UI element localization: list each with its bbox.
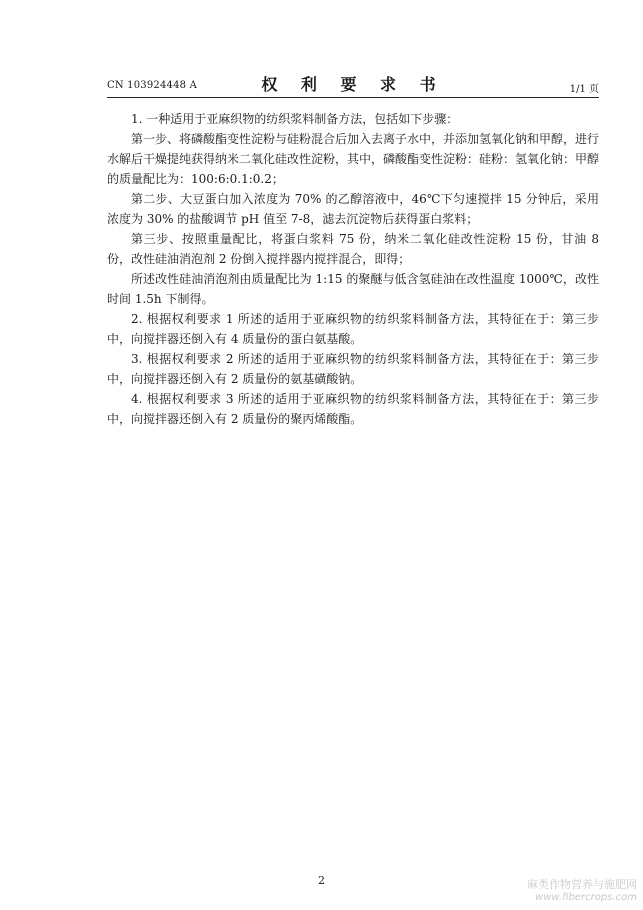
page-indicator: 1/1 页 [569,84,599,95]
document-header [107,70,599,94]
claim-paragraph: 第二步、大豆蛋白加入浓度为 70% 的乙醇溶液中，46℃下匀速搅拌 15 分钟后，采用浓度为 30% 的盐酸调节 pH 值至 7-8，滤去沉淀物后获得蛋白浆料； [107,192,599,226]
claim-paragraph: 3. 根据权利要求 2 所述的适用于亚麻织物的纺织浆料制备方法，其特征在于：第三步中，向搅拌器还倒入有 2 质量份的氨基磺酸钠。 [107,352,599,386]
claim-paragraph: 4. 根据权利要求 3 所述的适用于亚麻织物的纺织浆料制备方法，其特征在于：第三步中，向搅拌器还倒入有 2 质量份的聚丙烯酸酯。 [107,392,599,426]
claims-body [107,109,599,429]
site-watermark [527,878,637,904]
claim-paragraph: 1. 一种适用于亚麻织物的纺织浆料制备方法，包括如下步骤： [131,112,459,126]
watermark-url: www.fibercrops.com [535,892,637,903]
claim-paragraph: 第一步、将磷酸酯变性淀粉与硅粉混合后加入去离子水中，并添加氢氧化钠和甲醇，进行水解后干燥提纯获得纳米二氧化硅改性淀粉，其中，磷酸酯变性淀粉：硅粉：氢氧化钠：甲醇的质量配比为：100:6:0.1:0.2； [107,132,600,186]
claim-paragraph: 2. 根据权利要求 1 所述的适用于亚麻织物的纺织浆料制备方法，其特征在于：第三步中，向搅拌器还倒入有 4 质量份的蛋白氨基酸。 [107,312,599,346]
page-title: 权 利 要 求 书 [261,75,445,94]
page-number: 2 [318,874,325,887]
header-divider [107,97,599,98]
patent-number: CN 103924448 A [107,80,198,91]
claim-paragraph: 所述改性硅油消泡剂由质量配比为 1:15 的聚醚与低含氢硅油在改性温度 1000℃，改性时间 1.5h 下制得。 [107,272,599,306]
watermark-text: 麻类作物营养与施肥网 [527,878,637,891]
claim-paragraph: 第三步、按照重量配比，将蛋白浆料 75 份，纳米二氧化硅改性淀粉 15 份，甘油 8 份，改性硅油消泡剂 2 份倒入搅拌器内搅拌混合，即得； [107,232,599,266]
